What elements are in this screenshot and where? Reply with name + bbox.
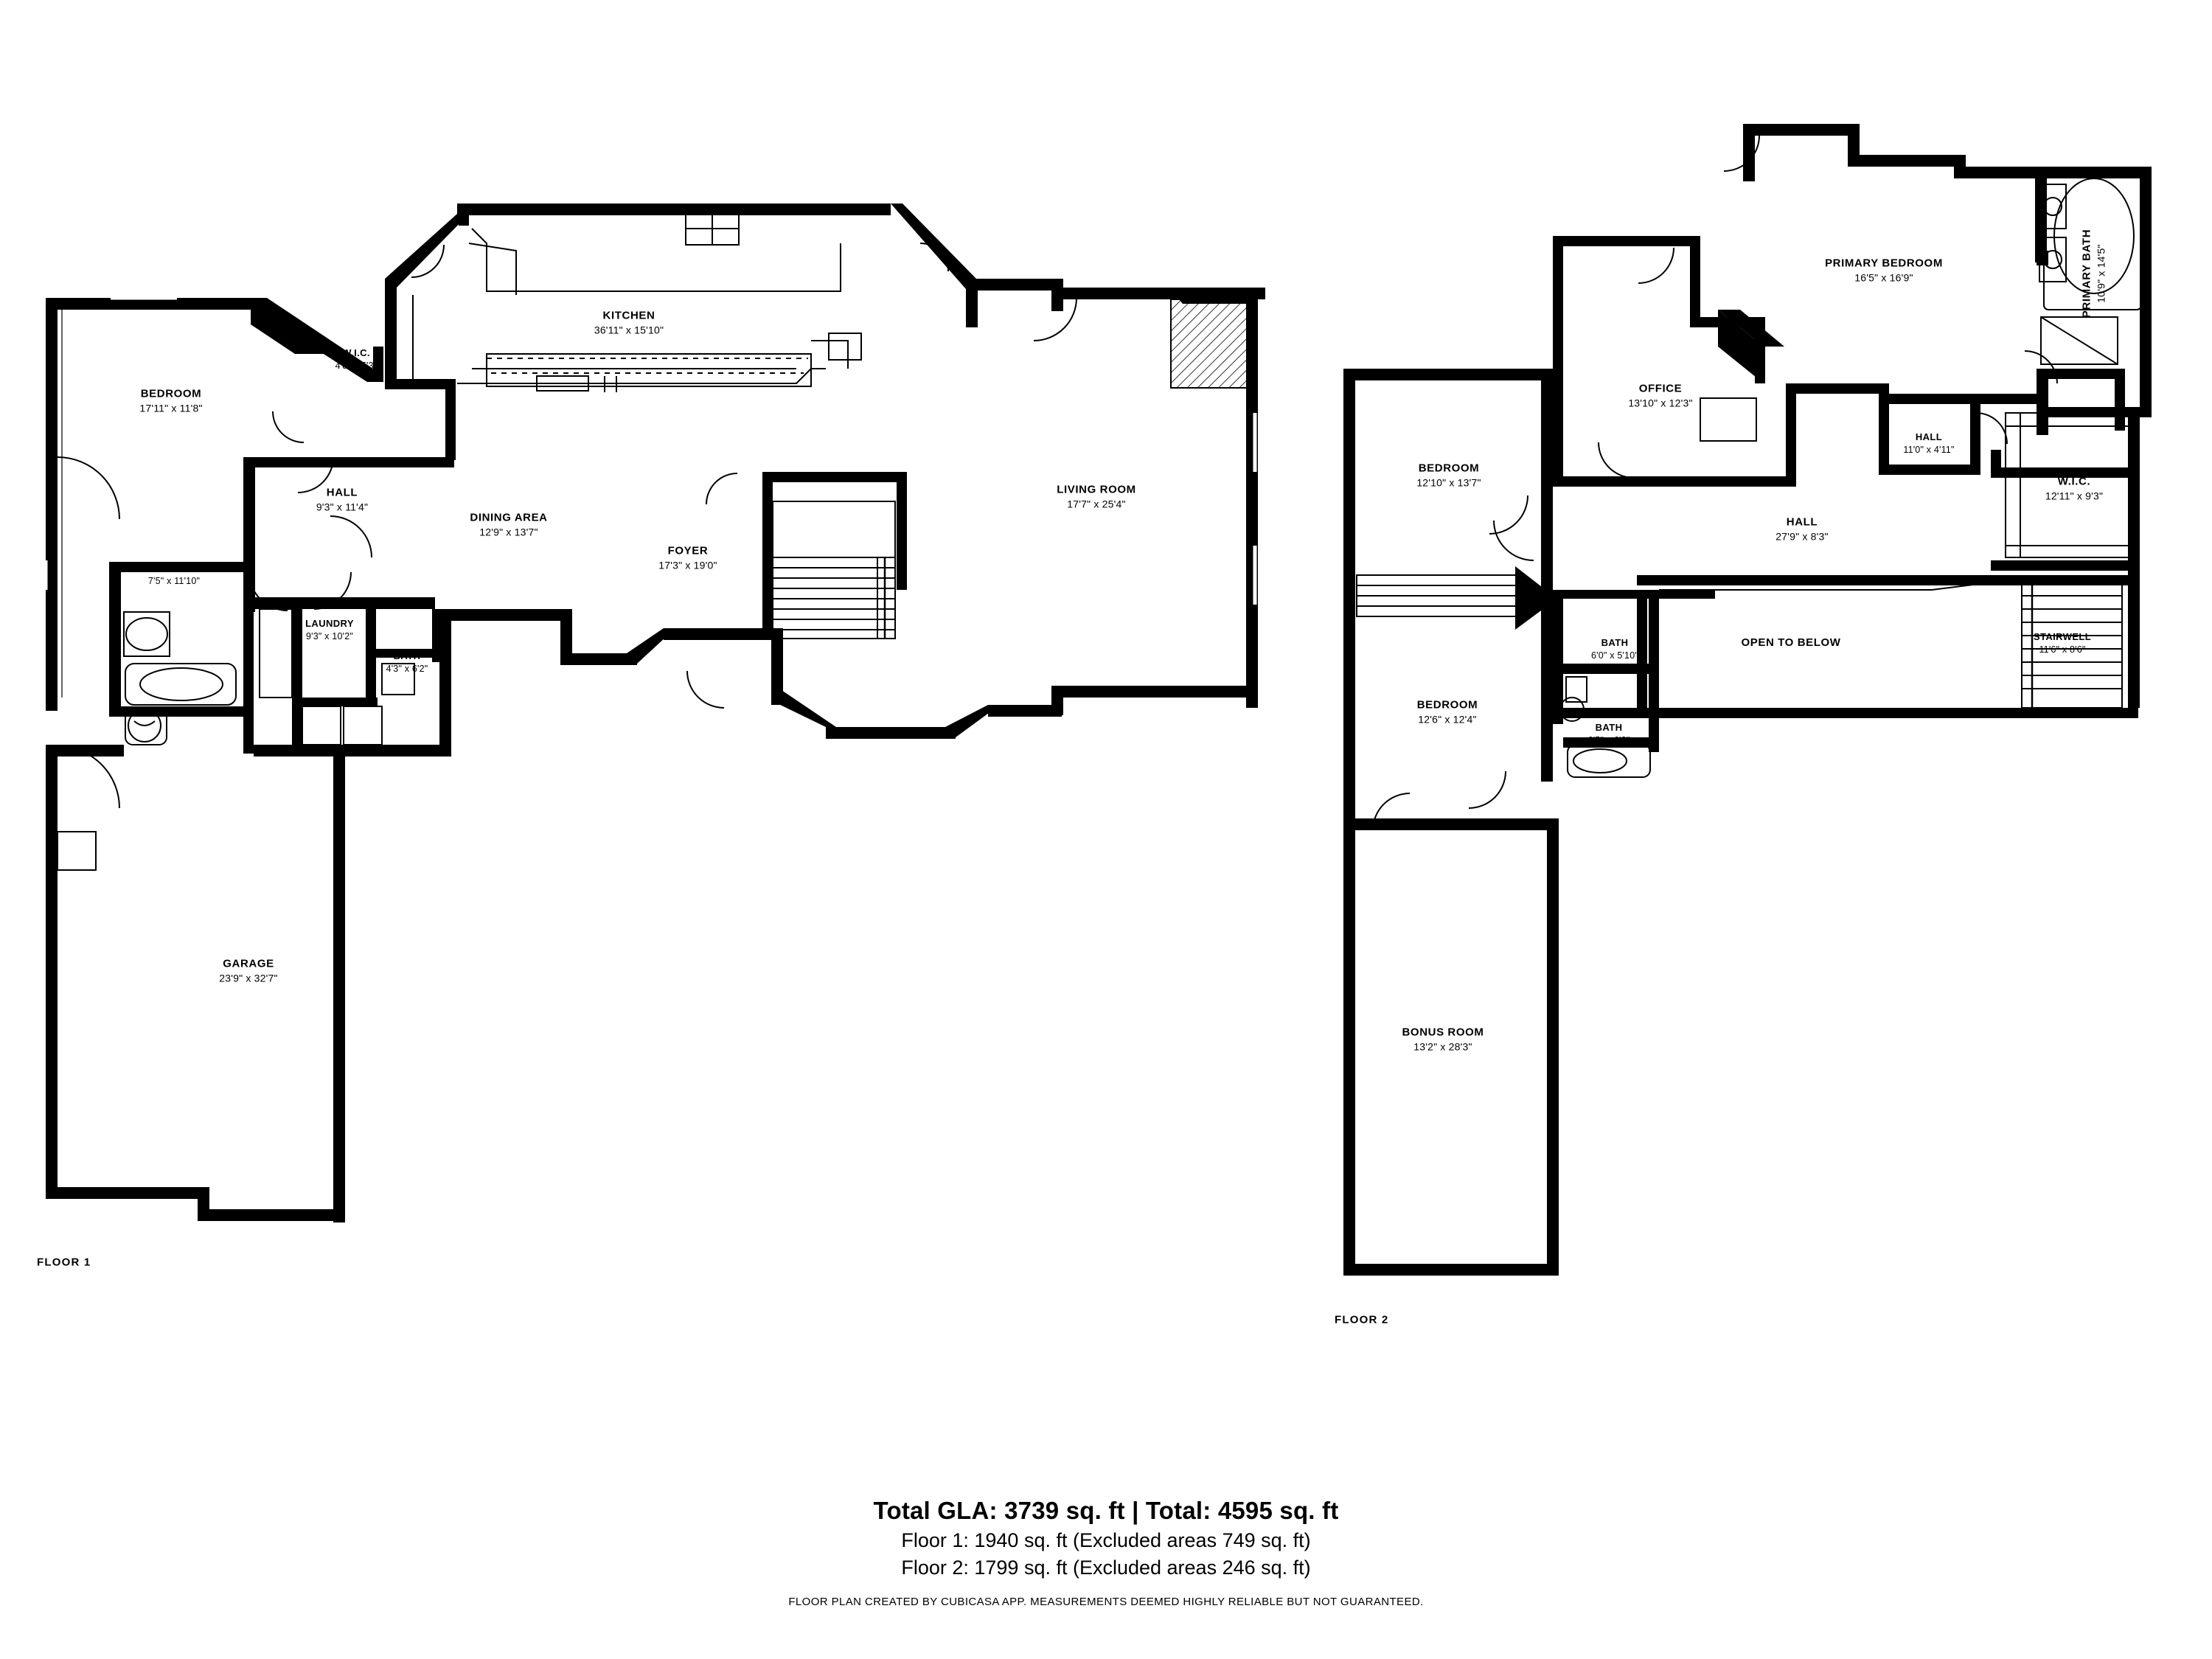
room-label: OPEN TO BELOW [1741,636,1841,649]
room-label: LIVING ROOM 17'7" x 25'4" [1057,483,1136,510]
room-label: PRIMARY BATH 10'9" x 14'5" [2080,229,2107,319]
room-label: GARAGE 23'9" x 32'7" [219,957,278,984]
footer-disclaimer: FLOOR PLAN CREATED BY CUBICASA APP. MEASUREMENTS DEEMED HIGHLY RELIABLE BUT NOT GUARANTEED. [788,1596,1424,1608]
room-label: BEDROOM 12'10" x 13'7" [1416,462,1481,489]
floor-1-geometry [46,204,1265,1222]
room-label: W.I.C. 12'11" x 9'3" [2045,475,2104,502]
room-label: OFFICE 13'10" x 12'3" [1628,382,1693,409]
room-label: BEDROOM 17'11" x 11'8" [139,387,203,414]
footer-floor1-area: Floor 1: 1940 sq. ft (Excluded areas 749 sq. ft) [901,1529,1311,1551]
room-label: HALL 11'0" x 4'11" [1903,431,1955,455]
footer-total-gla: Total GLA: 3739 sq. ft | Total: 4595 sq. ft [873,1497,1339,1524]
floor-2-caption: FLOOR 2 [1335,1313,1389,1326]
room-label: DINING AREA 12'9" x 13'7" [470,511,548,538]
room-label: KITCHEN 36'11" x 15'10" [594,309,664,336]
footer-summary [0,1497,2212,1608]
room-label: BATH 6'0" x 5'10" [1590,636,1639,661]
footer-floor2-area: Floor 2: 1799 sq. ft (Excluded areas 246 sq. ft) [901,1557,1311,1579]
room-label: HALL 9'3" x 11'4" [316,486,369,513]
room-label: FOYER 17'3" x 19'0" [658,544,717,571]
room-label: BATH 7'5" x 11'10" [147,562,201,586]
room-label: BATH 6'5" x 6'2" [1587,721,1630,745]
floor-1-caption: FLOOR 1 [37,1256,91,1269]
room-label: STAIRWELL 11'6" x 8'6" [2033,630,2092,655]
room-label: W.I.C. 4'8" x 5'3" [335,347,378,371]
room-label: BEDROOM 12'6" x 12'4" [1416,698,1478,726]
room-label: LAUNDRY 9'3" x 10'2" [305,617,354,641]
room-label: BONUS ROOM 13'2" x 28'3" [1402,1026,1484,1053]
room-label: PRIMARY BEDROOM 16'5" x 16'9" [1825,257,1943,284]
room-label: HALL 27'9" x 8'3" [1775,515,1829,543]
room-label: BATH 4'3" x 6'2" [386,650,428,674]
floor-2-geometry [1343,124,2152,1276]
